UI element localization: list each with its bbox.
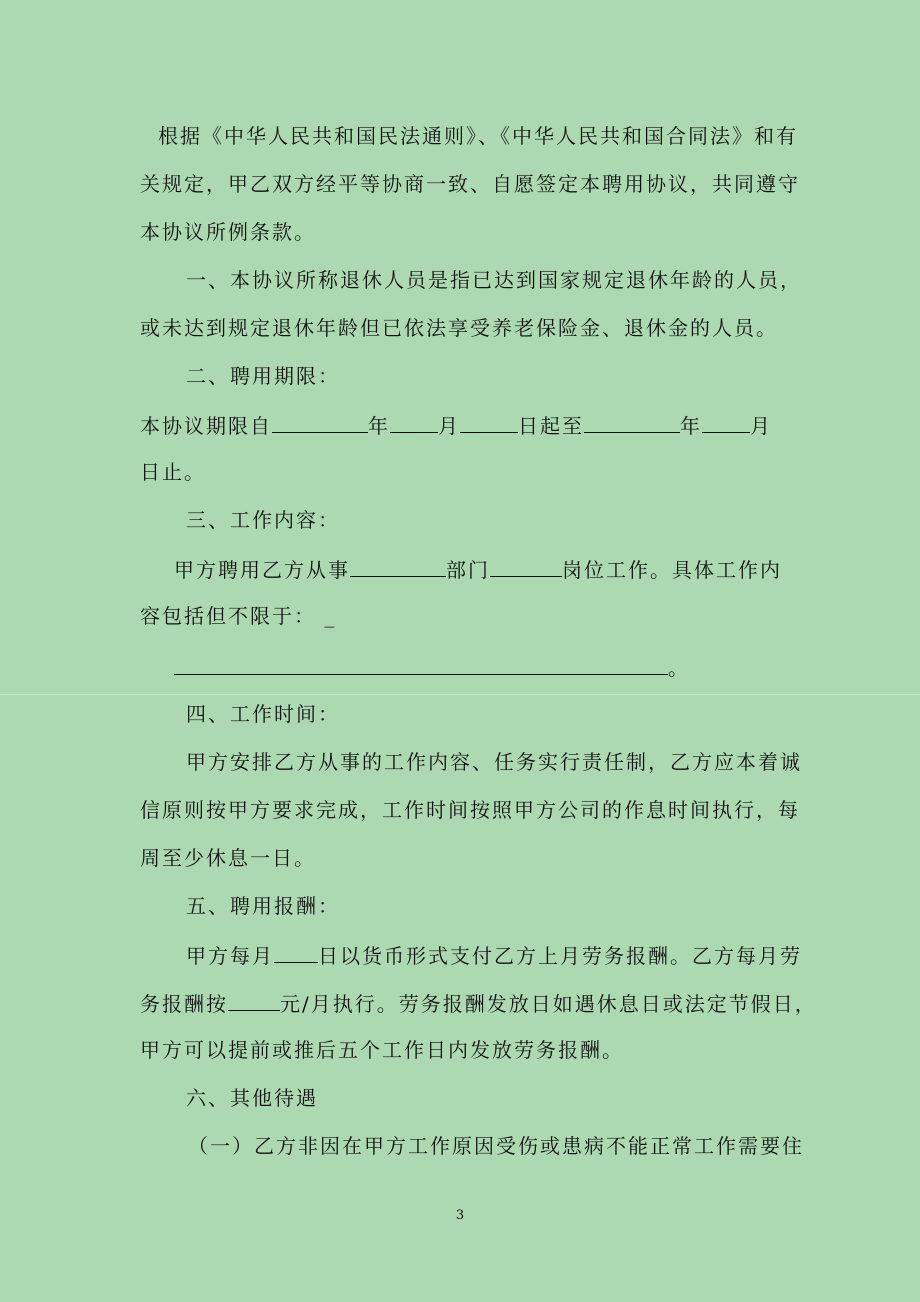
- pay-line-2: [140, 988, 817, 1018]
- start-day-blank[interactable]: [460, 410, 518, 433]
- intro-line-3: 本协议所例条款。: [140, 220, 316, 244]
- end-year-blank[interactable]: [584, 410, 680, 433]
- work-content-includes: 容包括但不限于：: [140, 604, 316, 628]
- section-6-heading: 六、其他待遇: [186, 1086, 318, 1110]
- page-divider: [0, 694, 920, 695]
- work-content-text-2: 部门: [446, 558, 490, 582]
- pay-text-2: 日以货币形式支付乙方上月劳务报酬。乙方每月劳: [318, 944, 802, 968]
- department-blank[interactable]: [350, 554, 446, 577]
- term-line: [140, 410, 772, 440]
- term-month-label: 月: [438, 414, 460, 438]
- work-content-underscore: _: [324, 604, 337, 628]
- position-blank[interactable]: [490, 554, 562, 577]
- start-year-blank[interactable]: [272, 410, 368, 433]
- pay-line-1: [186, 940, 802, 970]
- intro-line-2: 关规定，甲乙双方经平等协商一致、自愿签定本聘用协议，共同遵守: [140, 172, 800, 196]
- pay-text-3: 务报酬按: [140, 992, 228, 1016]
- section-1-line-1: 一、本协议所称退休人员是指已达到国家规定退休年龄的人员，: [186, 268, 802, 292]
- section-1-line-2: 或未达到规定退休年龄但已依法享受养老保险金、退休金的人员。: [140, 316, 778, 340]
- start-month-blank[interactable]: [390, 410, 438, 433]
- intro-line-1: 根据《中华人民共和国民法通则》、《中华人民共和国合同法》和有: [158, 124, 798, 148]
- section-5-heading: 五、聘用报酬：: [186, 894, 340, 918]
- section-6-line-1: （一）乙方非因在甲方工作原因受伤或患病不能正常工作需要住: [188, 1134, 804, 1158]
- work-content-blank[interactable]: [174, 652, 668, 675]
- section-2-heading: 二、聘用期限：: [186, 364, 340, 388]
- term-year-label-2: 年: [680, 414, 702, 438]
- work-content-line-2: [140, 602, 336, 630]
- pay-day-blank[interactable]: [274, 940, 318, 963]
- work-content-text-1: 甲方聘用乙方从事: [174, 558, 350, 582]
- work-content-line: [174, 554, 782, 584]
- term-year-label: 年: [368, 414, 390, 438]
- work-content-text-3: 岗位工作。具体工作内: [562, 558, 782, 582]
- section-4-line-3: 周至少休息一日。: [140, 846, 316, 870]
- section-4-heading: 四、工作时间：: [186, 702, 340, 726]
- term-until-label: 日起至: [518, 414, 584, 438]
- section-4-line-2: 信原则按甲方要求完成，工作时间按照甲方公司的作息时间执行，每: [140, 798, 800, 822]
- pay-line-3: 甲方可以提前或推后五个工作日内发放劳务报酬。: [140, 1038, 624, 1062]
- pay-text-4: 元/月执行。劳务报酬发放日如遇休息日或法定节假日，: [280, 992, 817, 1016]
- page-number: 3: [455, 1208, 465, 1223]
- work-content-line-3: [174, 652, 690, 682]
- pay-amount-blank[interactable]: [228, 988, 280, 1011]
- pay-text-1: 甲方每月: [186, 944, 274, 968]
- section-3-heading: 三、工作内容：: [186, 508, 340, 532]
- section-4-line-1: 甲方安排乙方从事的工作内容、任务实行责任制，乙方应本着诚: [186, 750, 802, 774]
- term-month-label-2: 月: [750, 414, 772, 438]
- work-content-period: 。: [668, 656, 690, 680]
- end-month-blank[interactable]: [702, 410, 750, 433]
- term-line-2: 日止。: [140, 460, 206, 484]
- term-text-start: 本协议期限自: [140, 414, 272, 438]
